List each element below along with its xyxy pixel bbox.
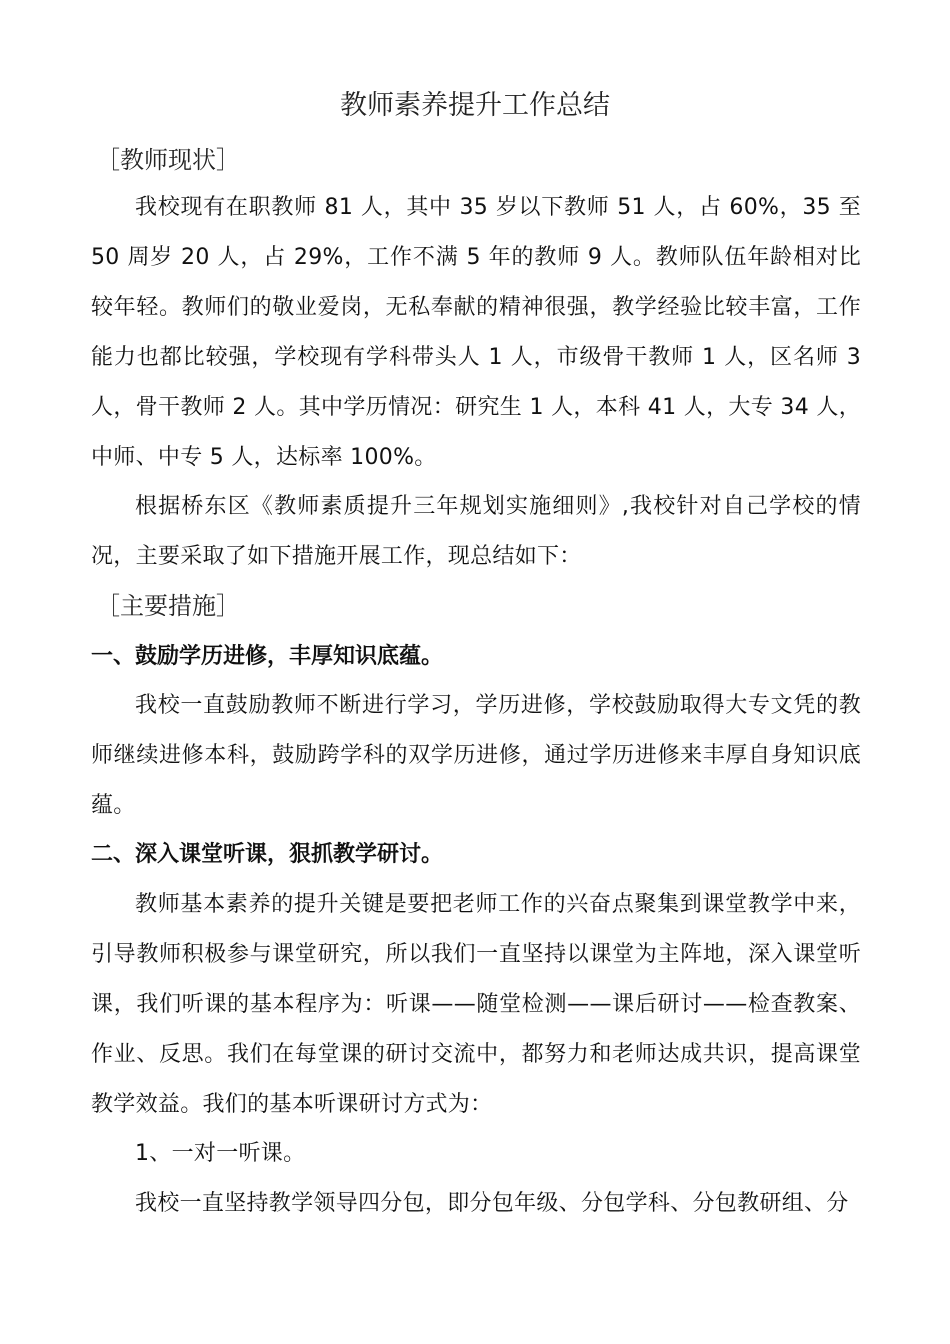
heading-measure-2: 二、深入课堂听课，狠抓教学研讨。 <box>91 842 444 867</box>
heading-measure-1: 一、鼓励学历进修，丰厚知识底蕴。 <box>91 644 444 669</box>
paragraph-teacher-status: 我校现有在职教师 81 人，其中 35 岁以下教师 51 人，占 60%，35 至 50 周岁 20 人，占 29%，工作不满 5 年的教师 9 人。教师队伍年龄相对比较年轻。教师们的敬业爱岗，无私奉献的精神很强，教学经验比较丰富，工作能力也都比较强，学校现有学科带头人 1 人，市级骨干教师 1 人，区名师 3 人，骨干教师 2 人。其中学历情况：研究生 1 人，本科 41 人，大专 34 人，中师、中专 5 人，达标率 100%。 <box>91 195 861 470</box>
paragraph-basis: 根据桥东区《教师素质提升三年规划实施细则》,我校针对自己学校的情况，主要采取了如下措施开展工作，现总结如下： <box>91 494 861 569</box>
document-title: 教师素养提升工作总结 <box>340 90 610 121</box>
paragraph-measure-2-continued: 我校一直坚持教学领导四分包，即分包年级、分包学科、分包教研组、分 <box>135 1191 849 1216</box>
paragraph-measure-2: 教师基本素养的提升关键是要把老师工作的兴奋点聚集到课堂教学中来，引导教师积极参与课堂研究，所以我们一直坚持以课堂为主阵地，深入课堂听课，我们听课的基本程序为：听课——随堂检测——课后研讨——检查教案、作业、反思。我们在每堂课的研讨交流中，都努力和老师达成共识，提高课堂教学效益。我们的基本听课研讨方式为： <box>91 892 861 1117</box>
paragraph-measure-1: 我校一直鼓励教师不断进行学习，学历进修，学校鼓励取得大专文凭的教师继续进修本科，鼓励跨学科的双学历进修，通过学历进修来丰厚自身知识底蕴。 <box>91 693 861 818</box>
section-label-measures: ［主要措施］ <box>96 592 240 620</box>
section-label-status: ［教师现状］ <box>96 146 240 174</box>
list-item-1: 1、一对一听课。 <box>135 1141 306 1166</box>
